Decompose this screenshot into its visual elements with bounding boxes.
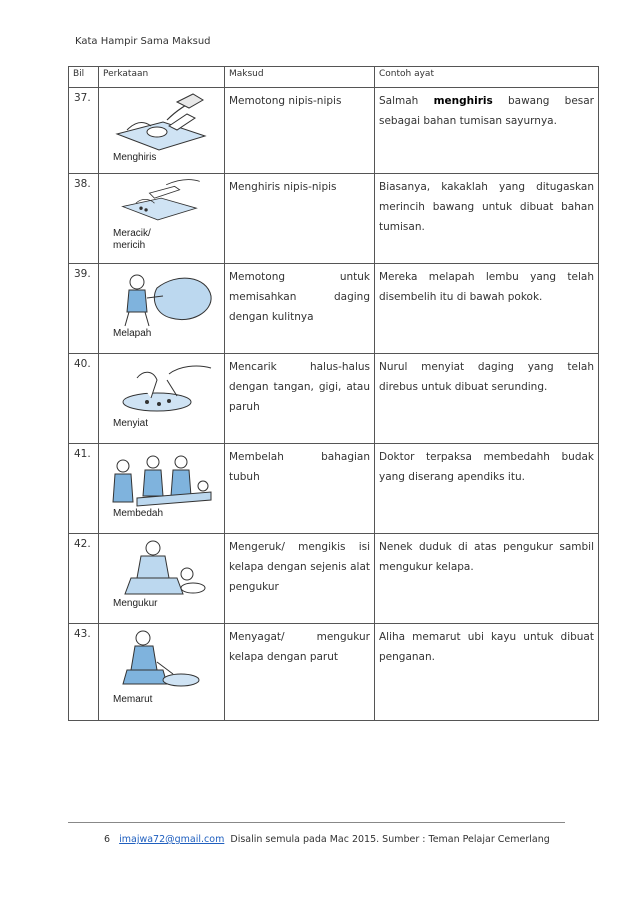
word-cell — [99, 444, 225, 534]
shredding-illustration — [107, 358, 217, 420]
row-number: 37. — [69, 88, 99, 174]
word-label-line: Membedah — [113, 508, 164, 519]
example-sentence: Aliha memarut ubi kayu untuk dibuat penganan. — [379, 631, 594, 663]
example-cell — [375, 624, 599, 721]
meaning-cell — [225, 88, 375, 174]
column-header-perkataan: Perkataan — [99, 67, 225, 88]
meaning-cell — [225, 624, 375, 721]
word-cell — [99, 264, 225, 354]
word-label-line: mericih — [113, 240, 146, 251]
surgery-illustration — [107, 448, 217, 510]
table-row — [69, 624, 599, 721]
table-row — [69, 174, 599, 264]
word-label — [113, 694, 203, 706]
meaning-cell — [225, 174, 375, 264]
email-link[interactable]: imajwa72@gmail.com — [119, 834, 225, 845]
row-number: 39. — [69, 264, 99, 354]
column-header-bil: Bil — [69, 67, 99, 88]
row-number: 38. — [69, 174, 99, 264]
example-cell — [375, 534, 599, 624]
word-cell — [99, 88, 225, 174]
example-sentence: Mereka melapah lembu yang telah disembelih itu di bawah pokok. — [379, 271, 594, 303]
table-row — [69, 354, 599, 444]
word-label — [113, 328, 203, 340]
example-text: Salmah — [379, 95, 434, 107]
row-number: 40. — [69, 354, 99, 444]
word-cell — [99, 174, 225, 264]
word-label — [113, 228, 203, 252]
word-label — [113, 152, 203, 164]
meaning-cell — [225, 354, 375, 444]
meaning-text: Mencarik halus-halus dengan tangan, gigi, atau paruh — [229, 361, 370, 413]
word-label-line: Melapah — [113, 328, 152, 339]
table-row — [69, 88, 599, 174]
word-cell — [99, 534, 225, 624]
word-label — [113, 598, 203, 610]
word-label — [113, 508, 203, 520]
meaning-text: Mengeruk/ mengikis isi kelapa dengan sejenis alat pengukur — [229, 541, 370, 593]
example-sentence — [379, 91, 594, 131]
column-header-contoh-ayat: Contoh ayat — [375, 67, 599, 88]
mincing-illustration — [107, 178, 217, 230]
example-cell — [375, 444, 599, 534]
page-number: 6 — [104, 834, 111, 845]
highlighted-word: menghiris — [433, 95, 493, 107]
word-label-line: Memarut — [113, 694, 153, 705]
table-row — [69, 444, 599, 534]
word-label — [113, 418, 203, 430]
meaning-text: Membelah bahagian tubuh — [229, 451, 370, 483]
grating-illustration — [107, 628, 217, 690]
row-number: 43. — [69, 624, 99, 721]
example-sentence: Biasanya, kakaklah yang ditugaskan merincih bawang untuk dibuat bahan tumisan. — [379, 181, 594, 233]
word-label-line: Menghiris — [113, 152, 157, 163]
table-header-row — [69, 67, 599, 88]
example-sentence: Nurul menyiat daging yang telah direbus untuk dibuat serunding. — [379, 361, 594, 393]
meaning-text: Memotong untuk memisahkan daging dengan kulitnya — [229, 271, 370, 323]
word-cell — [99, 624, 225, 721]
meaning-cell — [225, 264, 375, 354]
example-cell — [375, 354, 599, 444]
table-row — [69, 534, 599, 624]
meaning-cell — [225, 444, 375, 534]
meaning-text: Menghiris nipis-nipis — [229, 181, 337, 193]
word-cell — [99, 354, 225, 444]
example-sentence: Doktor terpaksa membedahh budak yang diserang apendiks itu. — [379, 451, 594, 483]
footer-note: Disalin semula pada Mac 2015. Sumber : Teman Pelajar Cemerlang — [230, 834, 550, 845]
document-header: Kata Hampir Sama Maksud — [75, 36, 211, 47]
slicing-illustration — [107, 92, 217, 154]
coconut-grating-illustration — [107, 538, 217, 600]
example-sentence: Nenek duduk di atas pengukur sambil mengukur kelapa. — [379, 541, 594, 573]
example-cell — [375, 174, 599, 264]
example-cell — [375, 264, 599, 354]
skinning-illustration — [107, 268, 217, 330]
word-label-line: Menyiat — [113, 418, 149, 429]
vocabulary-table — [68, 66, 599, 721]
meaning-cell — [225, 534, 375, 624]
example-cell — [375, 88, 599, 174]
word-label-line: Meracik/ — [113, 228, 151, 239]
page-footer — [104, 834, 550, 845]
footer-divider — [68, 822, 565, 823]
column-header-maksud: Maksud — [225, 67, 375, 88]
word-label-line: Mengukur — [113, 598, 158, 609]
meaning-text: Memotong nipis-nipis — [229, 95, 342, 107]
row-number: 41. — [69, 444, 99, 534]
example-text: bawang besar sebagai bahan tumisan sayurnya. — [379, 95, 594, 127]
table-row — [69, 264, 599, 354]
row-number: 42. — [69, 534, 99, 624]
meaning-text: Menyagat/ mengukur kelapa dengan parut — [229, 631, 370, 663]
